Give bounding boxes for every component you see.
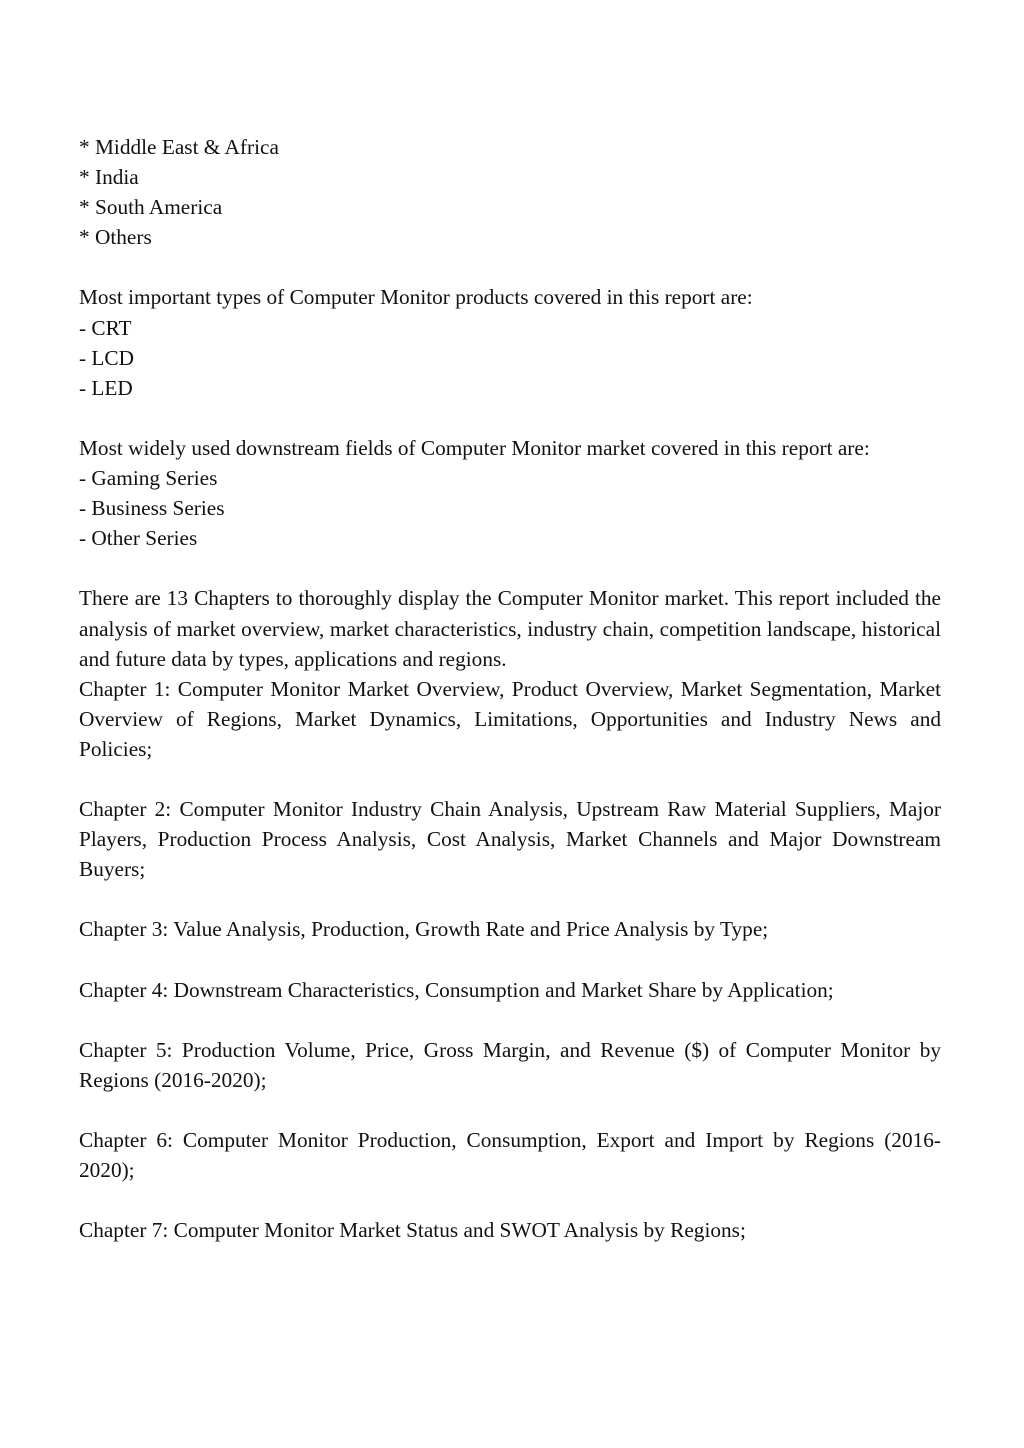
paragraph-gap [79, 1005, 941, 1035]
paragraph-gap [79, 252, 941, 282]
list-item: * South America [79, 195, 223, 220]
chapter-paragraph: Chapter 5: Production Volume, Price, Gross Margin, and Revenue ($) of Computer Monitor by Regions (2016-2020); [79, 1037, 941, 1092]
chapter-paragraph: Chapter 6: Computer Monitor Production, Consumption, Export and Import by Regions (2016-2020); [79, 1128, 941, 1183]
chapters-intro: There are 13 Chapters to thoroughly display the Computer Monitor market. This report included the analysis of market overview, market characteristics, industry chain, competition landscape, historical and future data by types, applications and regions. [79, 586, 941, 671]
regions-list [79, 132, 941, 252]
paragraph-gap [79, 1095, 941, 1125]
chapter-paragraph: Chapter 7: Computer Monitor Market Status and SWOT Analysis by Regions; [79, 1218, 746, 1243]
list-item: * Others [79, 225, 152, 250]
section-intro: Most important types of Computer Monitor products covered in this report are: [79, 285, 753, 310]
chapter-paragraph: Chapter 1: Computer Monitor Market Overview, Product Overview, Market Segmentation, Market Overview of Regions, Market Dynamics, Limitations, Opportunities and Industry News and Policies; [79, 676, 941, 761]
types-section [79, 282, 941, 402]
chapter-paragraph: Chapter 3: Value Analysis, Production, Growth Rate and Price Analysis by Type; [79, 917, 769, 942]
paragraph-gap [79, 1185, 941, 1215]
list-item: * India [79, 165, 139, 190]
list-item: - Gaming Series [79, 466, 218, 491]
chapters-section [79, 583, 941, 1245]
list-item: - CRT [79, 315, 132, 340]
section-intro: Most widely used downstream fields of Computer Monitor market covered in this report are: [79, 435, 870, 460]
list-item: - LED [79, 375, 133, 400]
document-page [79, 132, 941, 1245]
paragraph-gap [79, 403, 941, 433]
paragraph-gap [79, 764, 941, 794]
list-item: - Business Series [79, 496, 225, 521]
fields-section [79, 433, 941, 553]
paragraph-gap [79, 884, 941, 914]
chapter-paragraph: Chapter 4: Downstream Characteristics, Consumption and Market Share by Application; [79, 977, 834, 1002]
list-item: - LCD [79, 345, 135, 370]
chapter-paragraph: Chapter 2: Computer Monitor Industry Chain Analysis, Upstream Raw Material Suppliers, Major Players, Production Process Analysis, Cost Analysis, Market Channels and Major Downstream Buyers; [79, 797, 941, 882]
paragraph-gap [79, 945, 941, 975]
list-item: * Middle East & Africa [79, 135, 279, 159]
list-item: - Other Series [79, 526, 198, 551]
paragraph-gap [79, 553, 941, 583]
